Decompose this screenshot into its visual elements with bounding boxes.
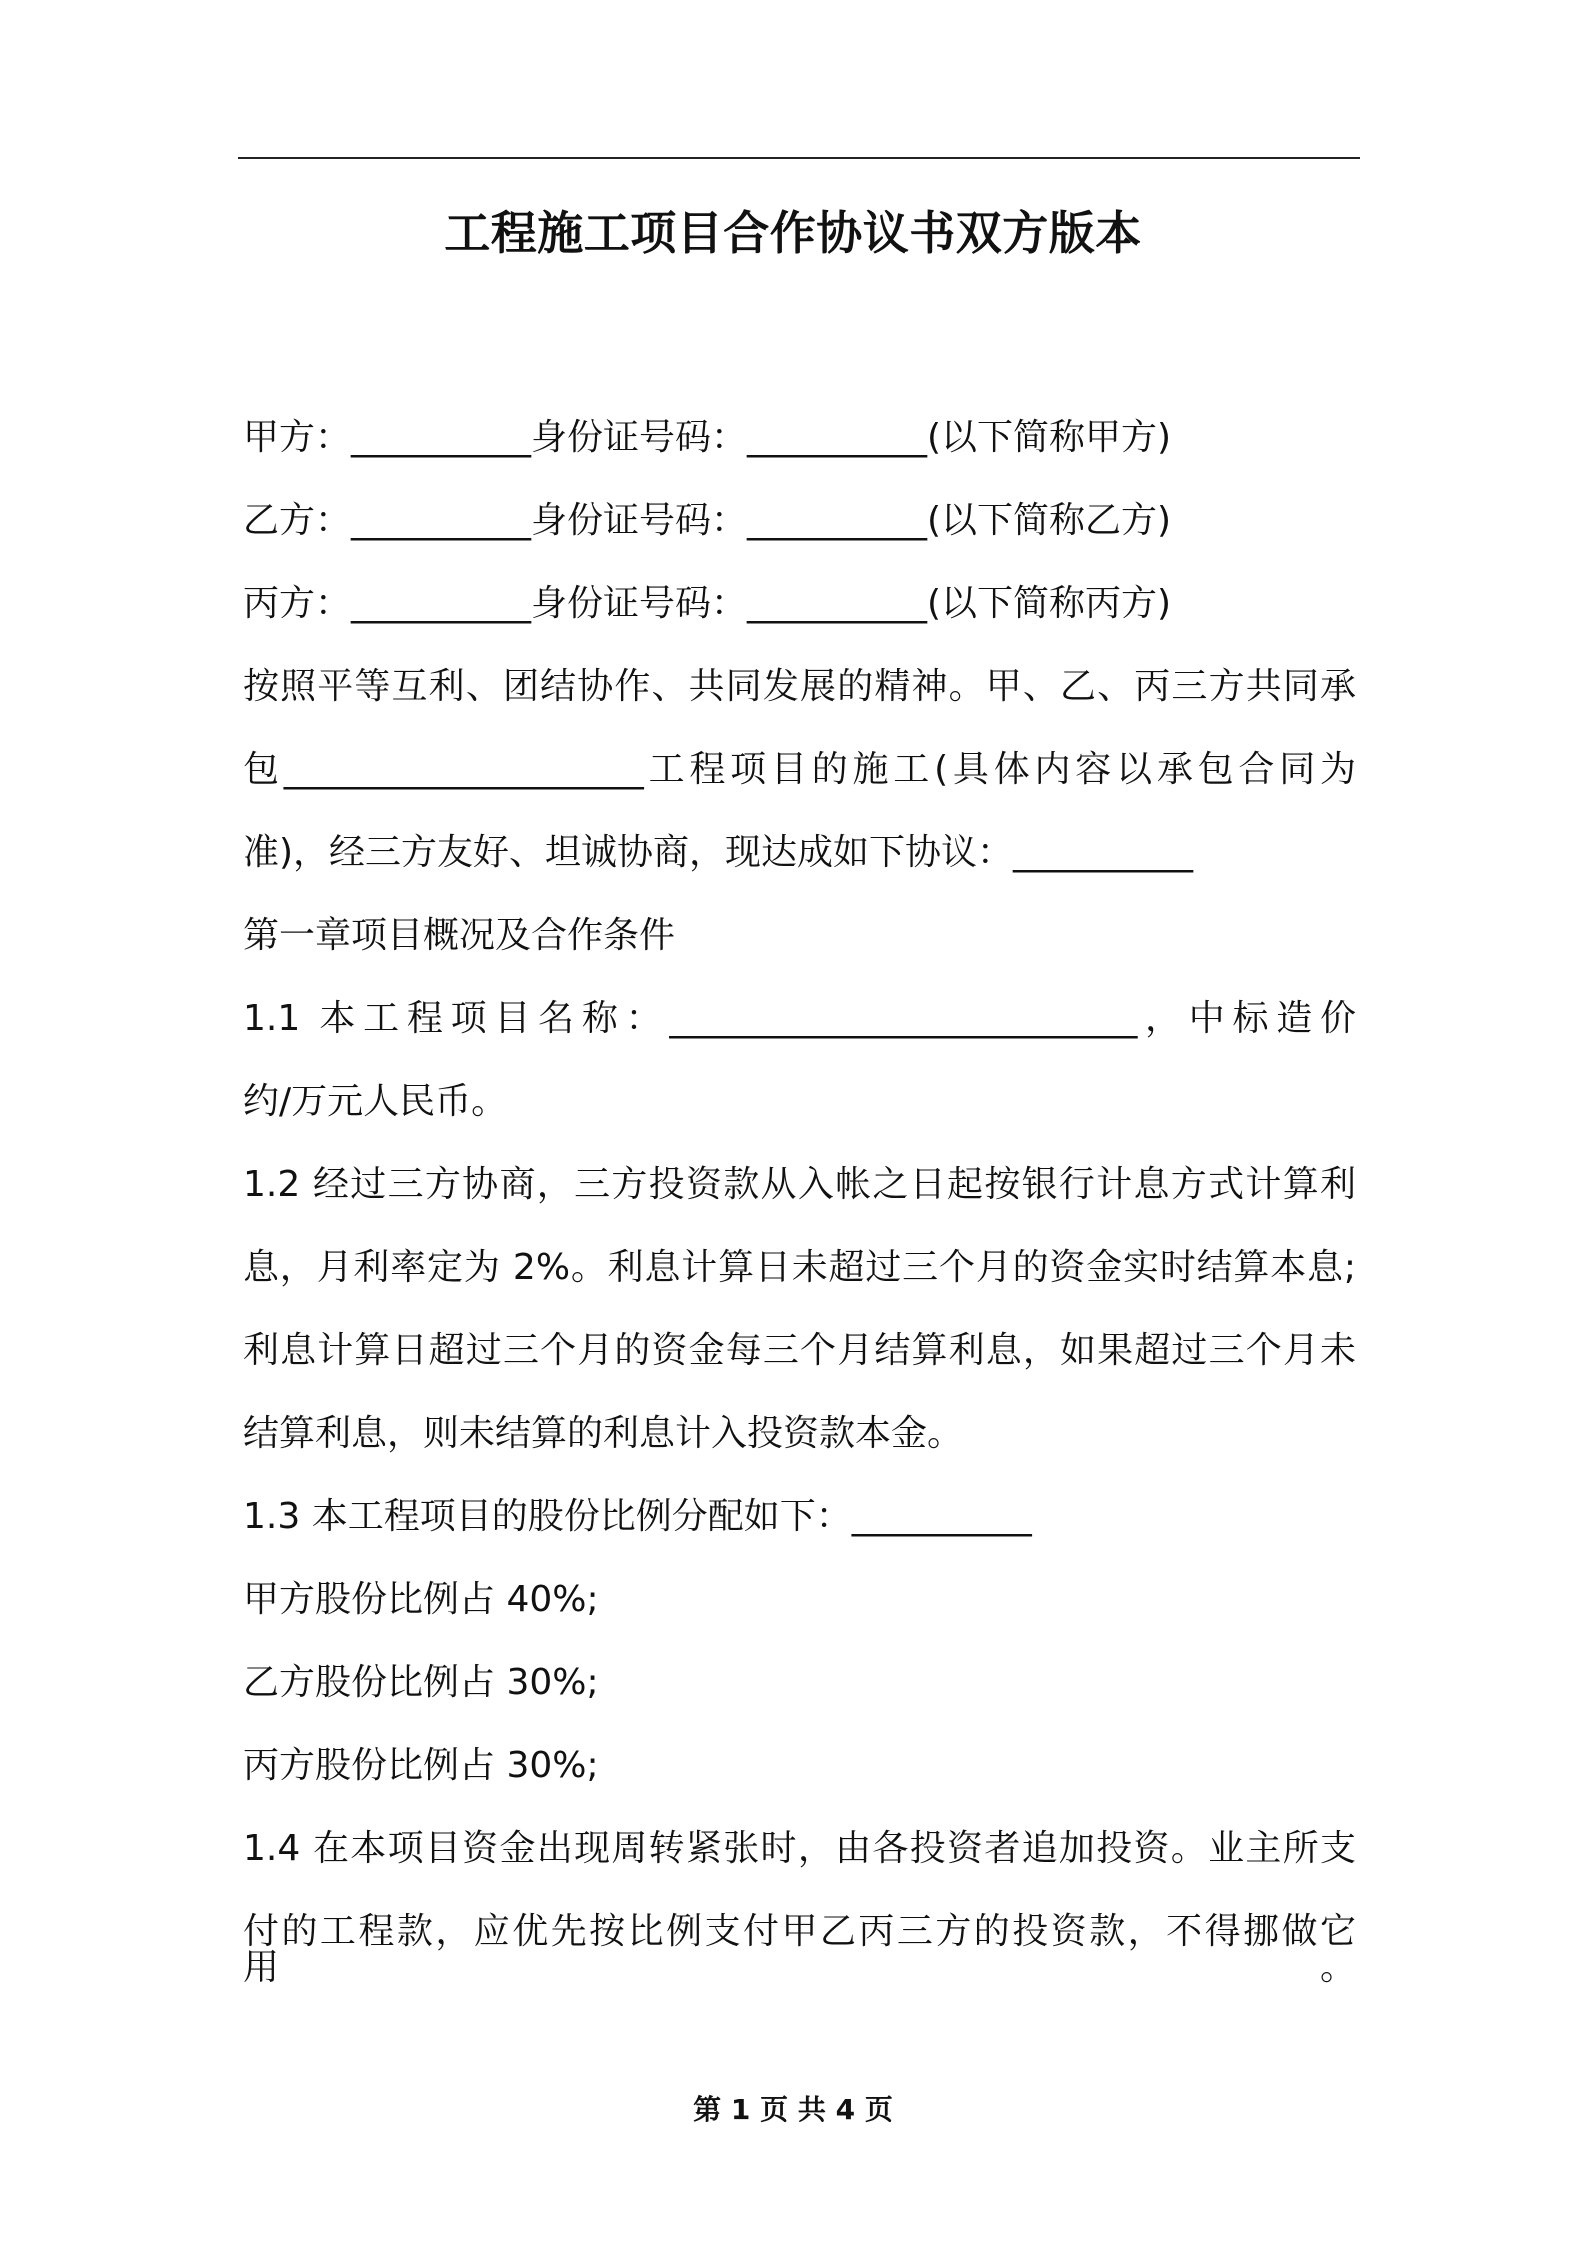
- share-party-a: 甲方股份比例占 40%;: [243, 1579, 599, 1620]
- header-rule: [238, 157, 1360, 159]
- share-party-b: 乙方股份比例占 30%;: [243, 1662, 599, 1703]
- clause-1-1-line-1: 1.1 本工程项目名称：__________________________，中标造价: [243, 998, 1356, 1039]
- page-number: 第 1 页 共 4 页: [693, 2093, 893, 2126]
- document-title: 工程施工项目合作协议书双方版本: [444, 206, 1142, 260]
- clause-1-2-line-1: 1.2 经过三方协商，三方投资款从入帐之日起按银行计息方式计算利: [243, 1164, 1356, 1205]
- clause-1-2-line-3: 利息计算日超过三个月的资金每三个月结算利息，如果超过三个月未: [243, 1330, 1356, 1371]
- party-b-line: 乙方：__________身份证号码：__________(以下简称乙方): [243, 500, 1172, 541]
- party-c-line: 丙方：__________身份证号码：__________(以下简称丙方): [243, 583, 1172, 624]
- clause-1-2-line-2: 息，月利率定为 2%。利息计算日未超过三个月的资金实时结算本息;: [243, 1247, 1356, 1288]
- preamble-line-2: 包____________________工程项目的施工(具体内容以承包合同为: [243, 749, 1356, 790]
- preamble-line-3: 准)，经三方友好、坦诚协商，现达成如下协议：__________: [243, 832, 1194, 873]
- share-party-c: 丙方股份比例占 30%;: [243, 1745, 599, 1786]
- clause-1-2-line-4: 结算利息，则未结算的利息计入投资款本金。: [243, 1413, 964, 1454]
- clause-1-4-line-1: 1.4 在本项目资金出现周转紧张时，由各投资者追加投资。业主所支: [243, 1828, 1356, 1869]
- clause-1-3-line: 1.3 本工程项目的股份比例分配如下：__________: [243, 1496, 1032, 1537]
- clause-1-4-line-2: 付的工程款，应优先按比例支付甲乙丙三方的投资款，不得挪做它用。: [243, 1911, 1356, 1988]
- clause-1-1-line-2: 约/万元人民币。: [243, 1081, 508, 1122]
- chapter-heading: 第一章项目概况及合作条件: [243, 915, 676, 956]
- preamble-line-1: 按照平等互利、团结协作、共同发展的精神。甲、乙、丙三方共同承: [243, 666, 1356, 707]
- party-a-line: 甲方：__________身份证号码：__________(以下简称甲方): [243, 417, 1172, 458]
